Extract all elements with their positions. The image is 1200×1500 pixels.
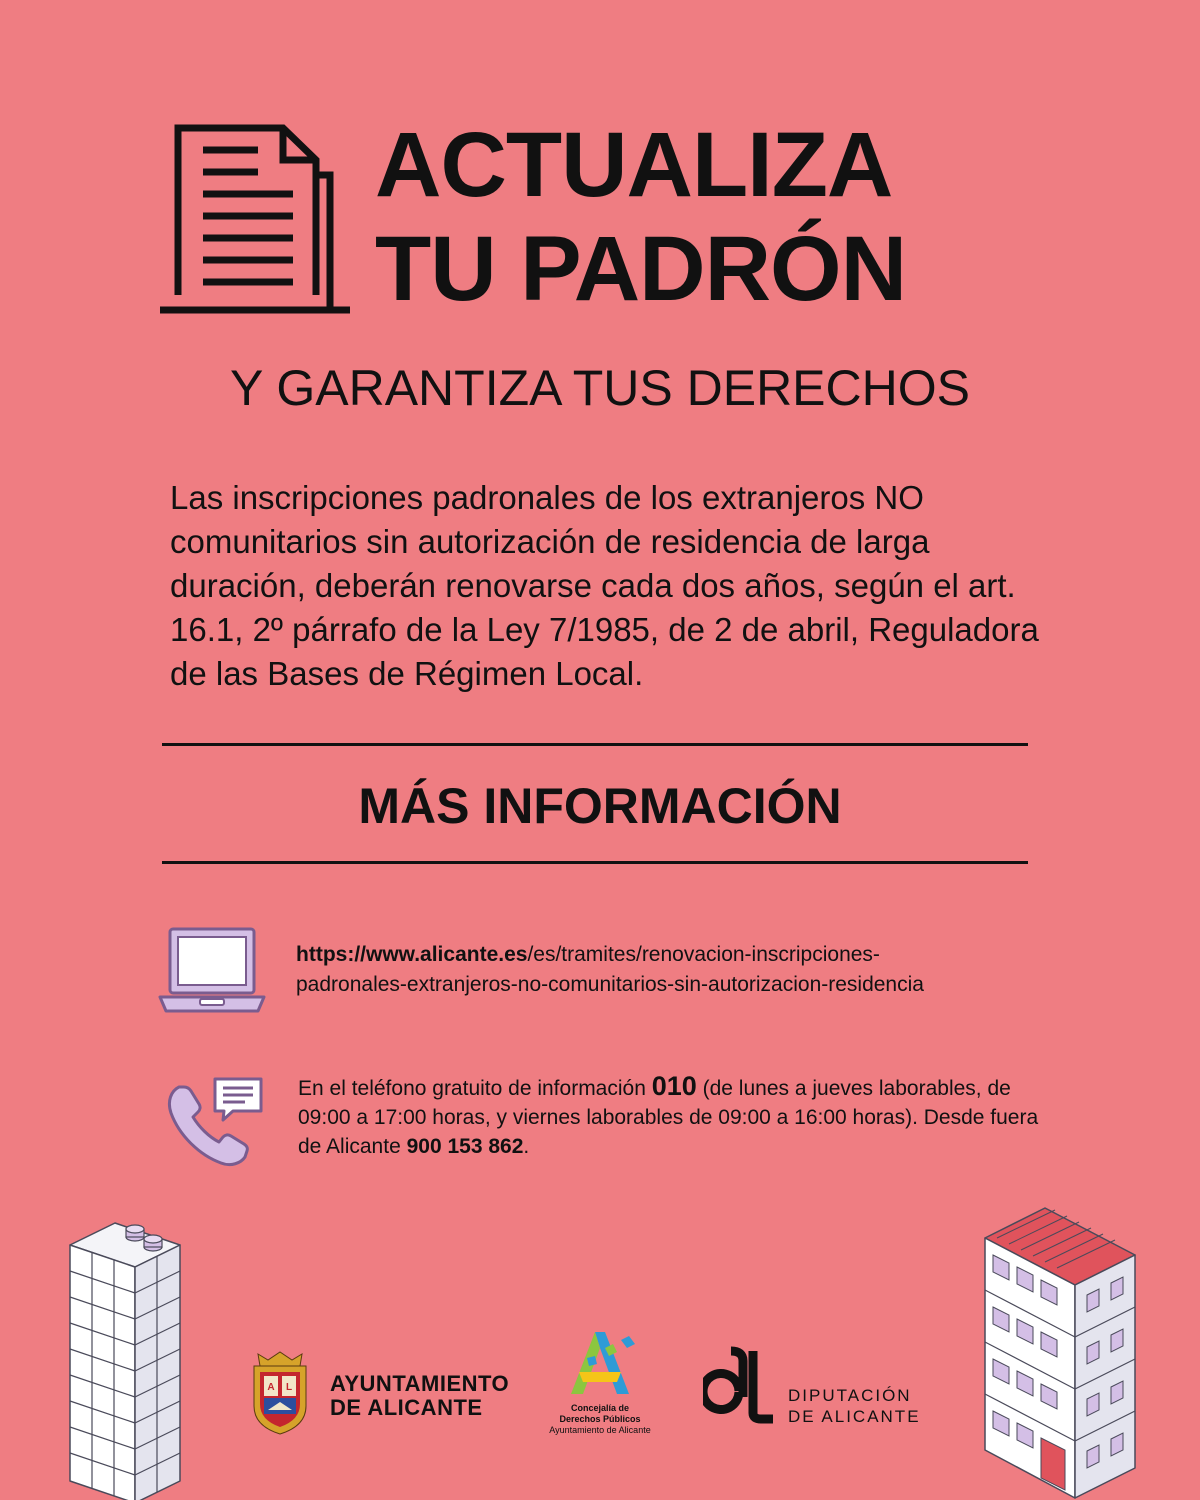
svg-text:L: L bbox=[285, 1382, 293, 1393]
title-line-1: ACTUALIZA bbox=[375, 114, 893, 216]
diputacion-logo-text bbox=[788, 1385, 921, 1427]
url-path-line2: padronales-extranjeros-no-comunitarios-sin-autorizacion-residencia bbox=[296, 973, 924, 996]
concejalia-logo bbox=[565, 1328, 640, 1398]
phone-number-010[interactable]: 010 bbox=[651, 1071, 697, 1101]
ayuntamiento-shield-logo bbox=[248, 1350, 312, 1436]
concejalia-line2: Derechos Públicos bbox=[559, 1414, 641, 1424]
divider-top bbox=[162, 743, 1028, 746]
laptop-icon bbox=[158, 925, 266, 1015]
body-paragraph: Las inscripciones padronales de los extranjeros NO comunitarios sin autorización de residencia de larga duración, deberán renovarse cada dos años, según el art. 16.1, 2º párrafo de la Ley 7/1985, de 2 de abril, Reguladora de las Bases de Régimen Local. bbox=[170, 479, 1039, 692]
diputacion-logo bbox=[703, 1345, 775, 1425]
ayuntamiento-line2: DE ALICANTE bbox=[330, 1395, 483, 1420]
building-right bbox=[975, 1200, 1140, 1500]
document-icon bbox=[158, 120, 358, 320]
phone-text-after: . bbox=[523, 1135, 530, 1158]
diputacion-line1: DIPUTACIÓN bbox=[788, 1386, 912, 1405]
url-domain: https://www.alicante.es bbox=[296, 943, 528, 966]
diputacion-line2: DE ALICANTE bbox=[788, 1407, 921, 1426]
more-info-heading: MÁS INFORMACIÓN bbox=[358, 778, 842, 834]
concejalia-line3: Ayuntamiento de Alicante bbox=[549, 1425, 651, 1435]
svg-text:A: A bbox=[267, 1382, 275, 1393]
phone-info bbox=[298, 1072, 1058, 1161]
url-path-line1: /es/tramites/renovacion-inscripciones- bbox=[527, 943, 880, 966]
concejalia-logo-text bbox=[535, 1403, 665, 1436]
title-line-2: TU PADRÓN bbox=[375, 218, 907, 320]
concejalia-line1: Concejalía de bbox=[570, 1403, 630, 1413]
phone-number-outside[interactable]: 900 153 862 bbox=[406, 1135, 524, 1158]
main-title bbox=[375, 113, 1095, 321]
subtitle: Y GARANTIZA TUS DERECHOS bbox=[230, 360, 970, 416]
phone-chat-icon bbox=[165, 1075, 265, 1170]
ayuntamiento-logo-text bbox=[330, 1372, 509, 1420]
website-url[interactable] bbox=[296, 940, 1116, 1000]
divider-bottom bbox=[162, 861, 1028, 864]
ayuntamiento-line1: AYUNTAMIENTO bbox=[330, 1371, 510, 1396]
building-left bbox=[60, 1215, 190, 1500]
phone-text-before: En el teléfono gratuito de información bbox=[298, 1077, 652, 1100]
phone-text-middle: (de lunes a jueves laborables, de 09:00 a 17:00 horas, y viernes laborables de 09:00 a 16:00 horas). Desde fuera de Alicante bbox=[298, 1077, 1039, 1158]
